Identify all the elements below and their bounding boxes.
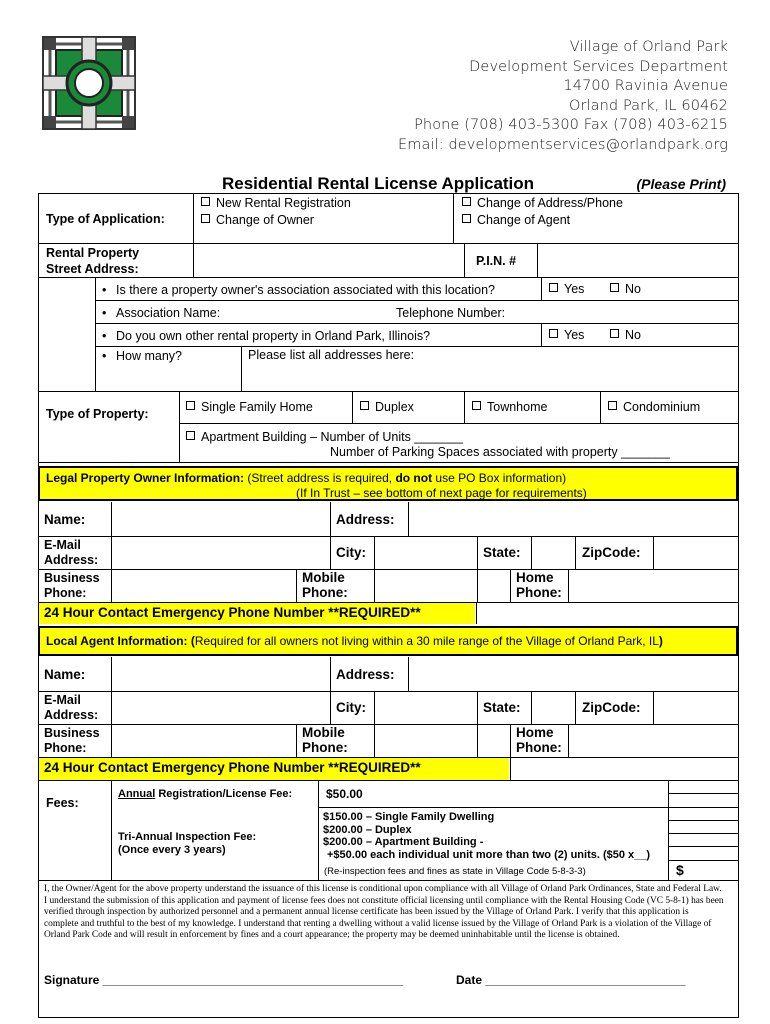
agent-address-field[interactable] [411, 659, 736, 689]
agent-mobile-phone-field[interactable] [377, 726, 508, 755]
other-property-question: • Do you own other rental property in Orland Park, Illinois? [102, 329, 430, 343]
certification-text: I, the Owner/Agent for the above property understand the issuance of this license is conditional upon compliance with all Village of Orland Park Ordinances, State and Federal Law. I understand the submission of this application and payment of license fees does not constitute official licensing until compliance with the Rental Housing Code (VC 5-8-1) has been verified through inspection by authorized personnel and a permanent annual license certificate has been issued by the Village of Orland Park. I verify that this application is complete and truthful to the best of my knowledge. I understand that renting a dwelling without a valid license issued by the Village of Orland Park is a violation of the Village of Orland Park Code and will result in enforcement by fines and a court appearance; the property may be deemed uninhabitable until the license is obtained. [44, 884, 724, 941]
owner-business-phone-field[interactable] [114, 571, 294, 600]
header-email: Email: developmentservices@orlandpark.org [398, 136, 728, 153]
duplex-checkbox[interactable]: Duplex [360, 400, 414, 414]
association-no-checkbox[interactable]: No [610, 282, 641, 296]
agent-city-label: City: [336, 700, 366, 715]
agent-email-label-2: Address: [44, 708, 99, 722]
association-name-label: • Association Name: [102, 306, 220, 320]
header-city: Orland Park, IL 60462 [568, 97, 728, 114]
checkbox-icon [186, 431, 195, 440]
owner-mobile-label-1: Mobile [302, 570, 345, 585]
reinspection-note: (Re-inspection fees and fines as state in Village Code 5-8-3-3) [324, 866, 586, 877]
owner-email-label-2: Address: [44, 553, 99, 567]
agent-business-phone-field[interactable] [114, 726, 294, 755]
owner-city-field[interactable] [377, 538, 475, 567]
agent-mobile-label-1: Mobile [302, 725, 345, 740]
property-type-label: Type of Property: [46, 407, 149, 421]
fee-apartment: $200.00 – Apartment Building - [323, 836, 484, 848]
print-note: (Please Print) [636, 176, 726, 192]
rental-property-label-2: Street Address: [46, 262, 139, 276]
owner-emergency-phone-field[interactable] [479, 604, 736, 623]
owner-section-title: Legal Property Owner Information: (Street address is required, do not use PO Box information) [46, 471, 567, 485]
agent-home-phone-field[interactable] [571, 726, 736, 755]
other-property-yes-checkbox[interactable]: Yes [549, 328, 584, 342]
header-address-block [398, 38, 728, 155]
header-org: Village of Orland Park [569, 39, 728, 55]
checkbox-icon [201, 197, 210, 206]
owner-home-phone-field[interactable] [571, 571, 736, 600]
header-street: 14700 Ravinia Avenue [563, 78, 728, 94]
change-address-checkbox[interactable]: Change of Address/Phone [462, 196, 623, 210]
header-phone: Phone (708) 403-5300 Fax (708) 403-6215 [414, 117, 728, 133]
fee-duplex: $200.00 – Duplex [323, 823, 412, 836]
annual-fee-amount: $50.00 [326, 787, 363, 801]
owner-address-label: Address: [336, 512, 395, 527]
date-field[interactable]: Date ______________________________ [456, 973, 686, 987]
agent-email-label-1: E-Mail [44, 693, 81, 707]
fees-label: Fees: [46, 796, 79, 810]
new-rental-checkbox[interactable]: New Rental Registration [201, 196, 351, 210]
street-address-field[interactable] [196, 246, 462, 275]
application-type-label: Type of Application: [46, 212, 165, 226]
owner-state-field[interactable] [534, 538, 573, 567]
annual-fee-label: Annual Registration/License Fee: [118, 788, 293, 800]
townhome-checkbox[interactable]: Townhome [472, 400, 547, 414]
owner-address-field[interactable] [411, 504, 736, 534]
agent-mobile-label-2: Phone: [302, 740, 348, 755]
checkbox-icon [608, 401, 617, 410]
village-logo [42, 36, 136, 130]
agent-name-label: Name: [44, 667, 86, 682]
owner-business-label-1: Business [44, 571, 100, 585]
owner-name-field[interactable] [114, 504, 328, 534]
owner-email-field[interactable] [114, 538, 328, 567]
owner-emergency-label: 24 Hour Contact Emergency Phone Number **REQUIRED** [44, 605, 421, 620]
checkbox-icon [549, 283, 558, 292]
owner-zip-field[interactable] [656, 538, 736, 567]
header-dept: Development Services Department [469, 58, 728, 75]
owner-business-label-2: Phone: [44, 586, 87, 600]
fee-per-unit: +$50.00 each individual unit more than two (2) units. ($50 x__) [327, 848, 651, 861]
rental-property-label-1: Rental Property [46, 246, 140, 260]
single-family-checkbox[interactable]: Single Family Home [186, 400, 313, 414]
association-yes-checkbox[interactable]: Yes [549, 282, 584, 296]
change-agent-checkbox[interactable]: Change of Agent [462, 213, 570, 227]
owner-state-label: State: [483, 545, 521, 560]
parking-spaces-label: Number of Parking Spaces associated with property _______ [330, 445, 670, 459]
agent-zip-field[interactable] [656, 693, 736, 722]
agent-home-label-2: Phone: [516, 740, 562, 755]
agent-city-field[interactable] [377, 693, 475, 722]
inspection-fee-schedule [323, 811, 650, 861]
telephone-number-label: Telephone Number: [396, 306, 506, 320]
agent-email-field[interactable] [114, 693, 328, 722]
association-question: • Is there a property owner's association associated with this location? [102, 283, 495, 297]
owner-mobile-label-2: Phone: [302, 585, 348, 600]
inspection-fee-label-1: Tri-Annual Inspection Fee: [118, 831, 257, 843]
checkbox-icon [360, 401, 369, 410]
fee-single-family: $150.00 – Single Family Dwelling [323, 811, 495, 823]
checkbox-icon [610, 329, 619, 338]
agent-business-label-2: Phone: [44, 741, 87, 755]
inspection-fee-label-2: (Once every 3 years) [118, 844, 226, 856]
checkbox-icon [610, 283, 619, 292]
agent-zip-label: ZipCode: [582, 700, 641, 715]
signature-field[interactable]: Signature _____________________________________________ [44, 973, 403, 987]
owner-email-label-1: E-Mail [44, 538, 81, 552]
pin-label: P.I.N. # [476, 254, 517, 268]
agent-address-label: Address: [336, 667, 395, 682]
owner-mobile-phone-field[interactable] [377, 571, 508, 600]
other-property-no-checkbox[interactable]: No [610, 328, 641, 342]
agent-state-field[interactable] [534, 693, 573, 722]
list-addresses-label: Please list all addresses here: [248, 348, 415, 362]
agent-state-label: State: [483, 700, 521, 715]
owner-home-label-2: Phone: [516, 585, 562, 600]
total-dollar-sign: $ [676, 862, 684, 878]
checkbox-icon [462, 197, 471, 206]
agent-business-label-1: Business [44, 726, 100, 740]
checkbox-icon [549, 329, 558, 338]
condominium-checkbox[interactable]: Condominium [608, 400, 700, 414]
agent-emergency-label: 24 Hour Contact Emergency Phone Number **REQUIRED** [44, 760, 421, 775]
owner-city-label: City: [336, 545, 366, 560]
agent-name-field[interactable] [114, 659, 328, 689]
checkbox-icon [201, 214, 210, 223]
pin-field[interactable] [540, 246, 736, 275]
checkbox-icon [186, 401, 195, 410]
owner-home-label-1: Home [516, 570, 554, 585]
checkbox-icon [472, 401, 481, 410]
agent-section-title: Local Agent Information: (Required for all owners not living within a 30 mile range of the Village of Orland Park, IL) [46, 634, 663, 648]
change-owner-checkbox[interactable]: Change of Owner [201, 213, 314, 227]
owner-zip-label: ZipCode: [582, 545, 641, 560]
form-title: Residential Rental License Application [222, 174, 535, 193]
apartment-building-checkbox[interactable]: Apartment Building – Number of Units _______ [186, 430, 463, 444]
how-many-label: • How many? [102, 349, 182, 363]
owner-section-subtitle: (If In Trust – see bottom of next page for requirements) [296, 486, 587, 500]
owner-name-label: Name: [44, 512, 86, 527]
checkbox-icon [462, 214, 471, 223]
agent-home-label-1: Home [516, 725, 554, 740]
agent-emergency-phone-field[interactable] [513, 760, 736, 779]
